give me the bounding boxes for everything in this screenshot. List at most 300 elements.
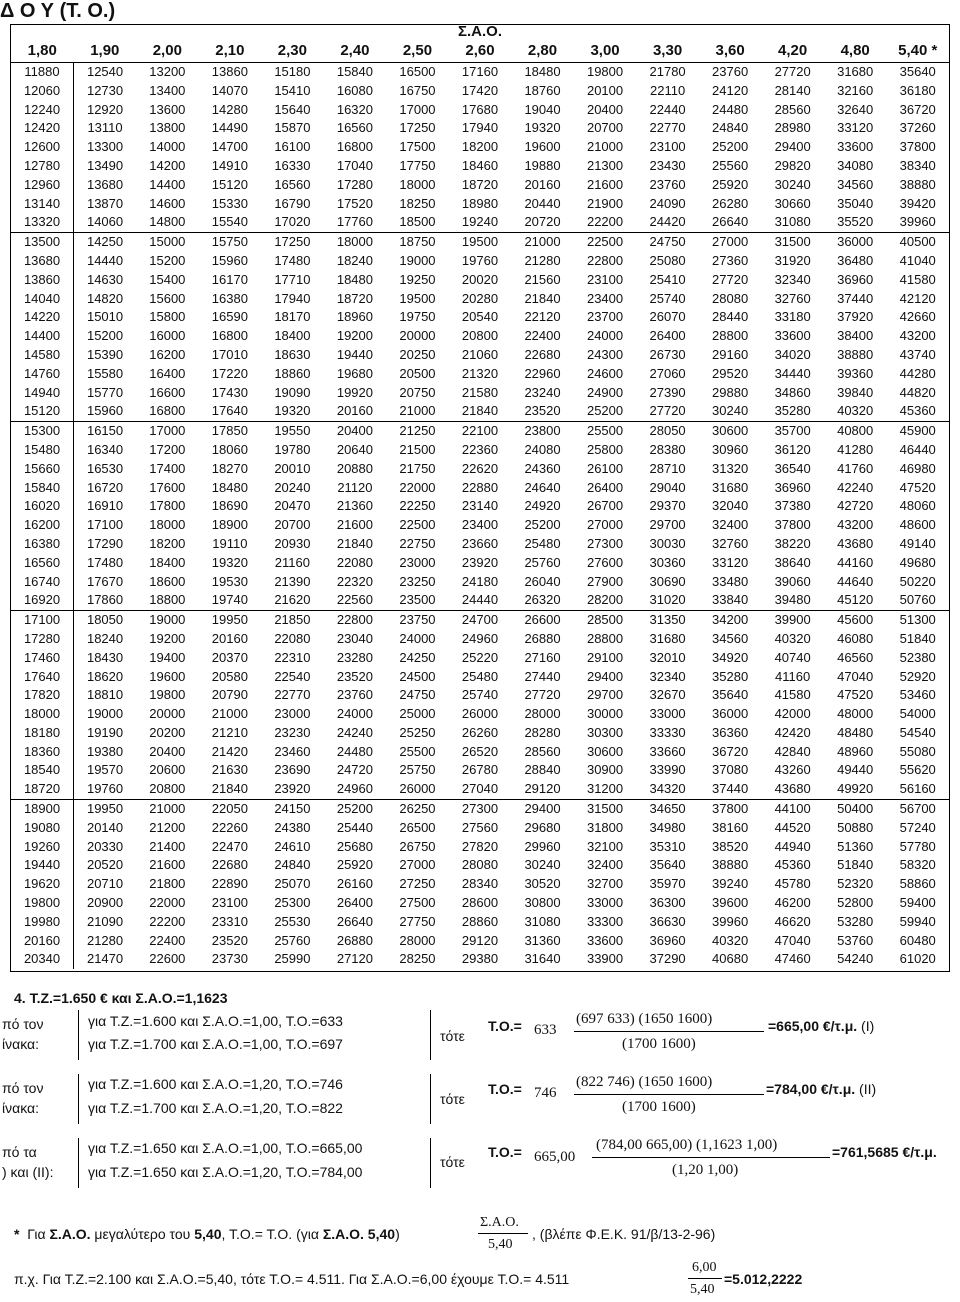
table-cell: 35640 bbox=[649, 857, 686, 873]
table-cell: 49140 bbox=[899, 535, 936, 551]
table-cell: 18430 bbox=[86, 649, 124, 665]
block-1-denominator: (1700 1600) bbox=[622, 1036, 696, 1052]
table-cell: 24750 bbox=[399, 687, 436, 703]
column-header: 1,90 bbox=[74, 39, 137, 63]
table-row bbox=[11, 213, 949, 232]
table-row bbox=[11, 308, 949, 327]
table-cell: 22440 bbox=[649, 101, 686, 117]
table-cell: 29400 bbox=[511, 800, 574, 819]
table-cell: 17040 bbox=[336, 157, 373, 173]
table-cell: 19950 bbox=[74, 800, 137, 819]
table-cell: 21320 bbox=[461, 365, 499, 381]
table-cell: 30240 bbox=[774, 176, 811, 192]
table-row bbox=[11, 838, 949, 857]
table-cell: 15010 bbox=[86, 309, 124, 325]
table-cell: 33120 bbox=[712, 554, 749, 570]
table-cell: 24610 bbox=[274, 838, 311, 854]
table-cell: 44160 bbox=[837, 554, 874, 570]
table-cell: 31800 bbox=[586, 819, 624, 835]
table-cell: 21120 bbox=[337, 479, 373, 495]
table-cell: 22080 bbox=[274, 630, 311, 646]
block-1-to-label: Τ.Ο.= bbox=[488, 1018, 522, 1034]
table-cell: 14070 bbox=[211, 82, 248, 98]
table-cell: 47520 bbox=[837, 687, 874, 703]
table-cell: 19740 bbox=[211, 592, 248, 608]
table-cell: 21560 bbox=[524, 271, 561, 287]
table-cell: 17850 bbox=[199, 422, 262, 441]
table-cell: 23100 bbox=[586, 271, 624, 287]
table-cell: 45360 bbox=[899, 403, 936, 419]
table-cell: 15200 bbox=[149, 252, 186, 268]
footnote-line-2: π.χ. Για Τ.Ζ.=2.100 και Σ.Α.Ο.=5,40, τότε Τ.Ο.= 4.511. Για Σ.Α.Ο.=6,00 έχουμε Τ.Ο.= 4.511 bbox=[14, 1271, 570, 1287]
table-cell: 42240 bbox=[837, 479, 874, 495]
table-cell: 30520 bbox=[524, 876, 561, 892]
table-cell: 17200 bbox=[149, 441, 186, 457]
table-cell: 20790 bbox=[211, 687, 248, 703]
table-cell: 23400 bbox=[586, 290, 624, 306]
table-cell: 52380 bbox=[899, 649, 936, 665]
table-cell: 16340 bbox=[86, 441, 124, 457]
table-cell: 38640 bbox=[774, 554, 811, 570]
table-cell: 13680 bbox=[86, 176, 124, 192]
table-cell: 19600 bbox=[149, 668, 186, 684]
table-cell: 24840 bbox=[274, 857, 311, 873]
table-cell: 16920 bbox=[11, 591, 74, 610]
table-cell: 27750 bbox=[399, 913, 436, 929]
table-cell: 35700 bbox=[761, 422, 824, 441]
table-cell: 14440 bbox=[86, 252, 124, 268]
table-cell: 16080 bbox=[336, 82, 373, 98]
table-cell: 50400 bbox=[824, 800, 887, 819]
table-cell: 25220 bbox=[461, 649, 499, 665]
table-cell: 35310 bbox=[649, 838, 686, 854]
table-cell: 16790 bbox=[274, 195, 311, 211]
table-cell: 23690 bbox=[274, 762, 311, 778]
table-cell: 17800 bbox=[149, 498, 186, 514]
table-cell: 29400 bbox=[586, 668, 624, 684]
table-cell: 30000 bbox=[586, 706, 624, 722]
table-cell: 18060 bbox=[211, 441, 248, 457]
table-cell: 42420 bbox=[774, 724, 811, 740]
table-cell: 18480 bbox=[336, 271, 373, 287]
table-cell: 36720 bbox=[712, 743, 749, 759]
table-cell: 40320 bbox=[712, 932, 749, 948]
table-cell: 20580 bbox=[211, 668, 248, 684]
table-cell: 20540 bbox=[461, 309, 499, 325]
table-cell: 21420 bbox=[211, 743, 248, 759]
table-cell: 33300 bbox=[586, 913, 624, 929]
table-cell: 29100 bbox=[586, 649, 624, 665]
table-cell: 22250 bbox=[399, 498, 436, 514]
table-cell: 20880 bbox=[336, 460, 373, 476]
table-cell: 43740 bbox=[899, 346, 936, 362]
table-cell: 44280 bbox=[899, 365, 936, 381]
table-cell: 17860 bbox=[86, 592, 124, 608]
footnote-text-c: μεγαλύτερο του bbox=[94, 1226, 191, 1242]
table-cell: 22470 bbox=[211, 838, 248, 854]
table-cell: 41580 bbox=[774, 687, 811, 703]
table-cell: 45360 bbox=[774, 857, 811, 873]
table-cell: 26320 bbox=[524, 592, 561, 608]
footnote-text-e: , Τ.Ο.= Τ.Ο. (για bbox=[221, 1226, 319, 1242]
table-cell: 39600 bbox=[712, 895, 749, 911]
table-cell: 23520 bbox=[524, 403, 561, 419]
table-cell: 23500 bbox=[399, 592, 436, 608]
table-row bbox=[11, 422, 949, 441]
table-cell: 20800 bbox=[149, 781, 186, 797]
table-cell: 16500 bbox=[399, 64, 436, 79]
table-cell: 13400 bbox=[149, 82, 186, 98]
table-cell: 21000 bbox=[211, 706, 248, 722]
table-cell: 14910 bbox=[211, 157, 248, 173]
table-cell: 23750 bbox=[386, 611, 449, 630]
table-cell: 34320 bbox=[649, 781, 686, 797]
table-cell: 17250 bbox=[399, 120, 436, 136]
footnote-fraction-1-denominator: 5,40 bbox=[488, 1237, 513, 1252]
table-cell: 13200 bbox=[149, 64, 186, 79]
table-cell: 18540 bbox=[11, 761, 74, 780]
table-cell: 18480 bbox=[524, 64, 561, 79]
table-cell: 23140 bbox=[461, 498, 499, 514]
table-cell: 45120 bbox=[837, 592, 874, 608]
table-cell: 45600 bbox=[824, 611, 887, 630]
table-cell: 18600 bbox=[149, 573, 186, 589]
table-cell: 27900 bbox=[586, 573, 624, 589]
footnote-text-g: ) bbox=[395, 1226, 400, 1242]
table-cell: 44640 bbox=[837, 573, 874, 589]
table-cell: 48960 bbox=[837, 743, 874, 759]
table-cell: 20280 bbox=[461, 290, 499, 306]
table-cell: 41040 bbox=[899, 252, 936, 268]
table-group-header: Σ.Α.Ο. bbox=[457, 25, 502, 39]
table-cell: 24900 bbox=[586, 384, 624, 400]
table-cell: 29520 bbox=[712, 365, 749, 381]
table-cell: 38340 bbox=[899, 157, 936, 173]
table-cell: 49440 bbox=[837, 762, 874, 778]
table-cell: 41760 bbox=[837, 460, 874, 476]
table-cell: 17640 bbox=[211, 403, 248, 419]
table-cell: 30360 bbox=[649, 554, 686, 570]
table-cell: 25480 bbox=[461, 668, 499, 684]
table-cell: 12730 bbox=[86, 82, 124, 98]
table-cell: 33000 bbox=[649, 706, 686, 722]
block-2-condition-2: για Τ.Ζ.=1.700 και Σ.Α.Ο.=1,20, Τ.Ο.=822 bbox=[88, 1100, 343, 1116]
table-cell: 20240 bbox=[274, 479, 311, 495]
table-cell: 23040 bbox=[336, 630, 373, 646]
column-header: 2,80 bbox=[511, 39, 574, 63]
table-cell: 18000 bbox=[324, 233, 387, 252]
table-cell: 31200 bbox=[586, 781, 624, 797]
table-cell: 15480 bbox=[11, 441, 74, 460]
table-row bbox=[11, 573, 949, 592]
table-cell: 16750 bbox=[399, 82, 436, 98]
table-cell: 25070 bbox=[274, 876, 311, 892]
table-cell: 34560 bbox=[712, 630, 749, 646]
table-cell: 24250 bbox=[399, 649, 436, 665]
block-3-fraction-bar bbox=[592, 1157, 830, 1158]
table-cell: 16330 bbox=[274, 157, 311, 173]
table-cell: 24440 bbox=[461, 592, 499, 608]
table-cell: 42840 bbox=[774, 743, 811, 759]
table-header-row bbox=[11, 39, 949, 63]
table-cell: 36540 bbox=[774, 460, 811, 476]
block-2-numerator: (822 746) (1650 1600) bbox=[576, 1074, 713, 1090]
table-cell: 25200 bbox=[524, 517, 561, 533]
table-cell: 14000 bbox=[149, 139, 186, 155]
table-cell: 23230 bbox=[274, 724, 311, 740]
table-cell: 14700 bbox=[211, 139, 248, 155]
table-cell: 16740 bbox=[11, 573, 74, 592]
table-cell: 18000 bbox=[11, 705, 74, 724]
table-cell: 25410 bbox=[649, 271, 686, 287]
table-cell: 29400 bbox=[774, 139, 811, 155]
table-cell: 21840 bbox=[524, 290, 561, 306]
table-cell: 17520 bbox=[336, 195, 373, 211]
table-cell: 32670 bbox=[649, 687, 686, 703]
block-1-numerator: (697 633) (1650 1600) bbox=[576, 1011, 713, 1027]
table-cell: 27160 bbox=[524, 649, 561, 665]
column-header: 5,40 * bbox=[886, 39, 949, 63]
table-cell: 27300 bbox=[449, 800, 512, 819]
table-cell: 29120 bbox=[461, 932, 499, 948]
table-cell: 25480 bbox=[524, 535, 561, 551]
table-cell: 60480 bbox=[899, 932, 936, 948]
table-cell: 29160 bbox=[712, 346, 749, 362]
table-cell: 20250 bbox=[399, 346, 436, 362]
table-cell: 44820 bbox=[899, 384, 936, 400]
table-cell: 28560 bbox=[774, 101, 811, 117]
table-cell: 15770 bbox=[86, 384, 124, 400]
table-cell: 15800 bbox=[149, 309, 186, 325]
table-cell: 18360 bbox=[11, 743, 74, 762]
table-cell: 18270 bbox=[211, 460, 248, 476]
table-cell: 35640 bbox=[899, 64, 936, 79]
table-cell: 20750 bbox=[399, 384, 436, 400]
table-cell: 15540 bbox=[211, 214, 248, 230]
table-cell: 25800 bbox=[586, 441, 624, 457]
column-header: 4,20 bbox=[761, 39, 824, 63]
table-cell: 40740 bbox=[774, 649, 811, 665]
table-cell: 12060 bbox=[11, 82, 74, 101]
table-cell: 22750 bbox=[399, 535, 436, 551]
table-cell: 15600 bbox=[149, 290, 186, 306]
table-cell: 52920 bbox=[899, 668, 936, 684]
table-cell: 34200 bbox=[699, 611, 762, 630]
table-cell: 34860 bbox=[774, 384, 811, 400]
block-2-divider-line bbox=[430, 1074, 431, 1124]
footnote-fraction-1-bar bbox=[478, 1233, 528, 1234]
table-row bbox=[11, 460, 949, 479]
table-cell: 16910 bbox=[86, 498, 124, 514]
table-cell: 27720 bbox=[649, 403, 686, 419]
table-cell: 29820 bbox=[774, 157, 811, 173]
table-cell: 46200 bbox=[774, 895, 811, 911]
table-cell: 17480 bbox=[86, 554, 124, 570]
table-cell: 32640 bbox=[837, 101, 874, 117]
table-cell: 21750 bbox=[399, 460, 436, 476]
table-row bbox=[11, 138, 949, 157]
table-cell: 17290 bbox=[86, 535, 124, 551]
table-cell: 26750 bbox=[399, 838, 436, 854]
table-cell: 19500 bbox=[449, 233, 512, 252]
table-cell: 20700 bbox=[586, 120, 624, 136]
table-cell: 20330 bbox=[86, 838, 124, 854]
table-cell: 23100 bbox=[211, 895, 248, 911]
footnote-line-1 bbox=[14, 1226, 400, 1242]
table-cell: 17640 bbox=[11, 668, 74, 687]
table-cell: 13140 bbox=[11, 195, 74, 214]
table-cell: 30900 bbox=[586, 762, 624, 778]
table-cell: 45780 bbox=[774, 876, 811, 892]
table-cell: 32040 bbox=[712, 498, 749, 514]
table-cell: 29370 bbox=[649, 498, 686, 514]
column-header: 2,30 bbox=[261, 39, 324, 63]
table-cell: 28440 bbox=[712, 309, 749, 325]
table-cell: 26520 bbox=[461, 743, 499, 759]
table-cell: 32400 bbox=[586, 857, 624, 873]
table-cell: 22000 bbox=[149, 895, 186, 911]
footnote-result: =5.012,2222 bbox=[724, 1271, 803, 1287]
table-cell: 14220 bbox=[11, 308, 74, 327]
table-cell: 16800 bbox=[336, 139, 373, 155]
table-cell: 17010 bbox=[211, 346, 248, 362]
table-cell: 39960 bbox=[712, 913, 749, 929]
table-cell: 22770 bbox=[274, 687, 311, 703]
table-cell: 49920 bbox=[837, 781, 874, 797]
table-cell: 48600 bbox=[899, 517, 936, 533]
table-row bbox=[11, 82, 949, 101]
table-cell: 20600 bbox=[149, 762, 186, 778]
table-row bbox=[11, 761, 949, 780]
table-cell: 28800 bbox=[712, 328, 749, 344]
column-header: 2,00 bbox=[136, 39, 199, 63]
table-cell: 51840 bbox=[899, 630, 936, 646]
block-3-bracket-line bbox=[78, 1138, 79, 1188]
table-cell: 18050 bbox=[74, 611, 137, 630]
block-1-result bbox=[768, 1018, 874, 1034]
column-header: 2,60 bbox=[449, 39, 512, 63]
table-cell: 15000 bbox=[136, 233, 199, 252]
table-cell: 21000 bbox=[511, 233, 574, 252]
table-cell: 40800 bbox=[824, 422, 887, 441]
table-cell: 16720 bbox=[86, 479, 124, 495]
table-cell: 25560 bbox=[712, 157, 749, 173]
table-cell: 18760 bbox=[524, 82, 561, 98]
table-cell: 18460 bbox=[461, 157, 499, 173]
table-cell: 16380 bbox=[11, 535, 74, 554]
table-cell: 19760 bbox=[86, 781, 124, 797]
table-cell: 21000 bbox=[399, 403, 436, 419]
table-cell: 34080 bbox=[837, 157, 874, 173]
table-cell: 13300 bbox=[86, 139, 124, 155]
table-cell: 19400 bbox=[149, 649, 186, 665]
table-cell: 33480 bbox=[712, 573, 749, 589]
table-cell: 30240 bbox=[712, 403, 749, 419]
table-cell: 21210 bbox=[211, 724, 248, 740]
table-cell: 20140 bbox=[86, 819, 124, 835]
table-cell: 24150 bbox=[261, 800, 324, 819]
table-cell: 47520 bbox=[899, 479, 936, 495]
table-cell: 19000 bbox=[86, 706, 124, 722]
table-cell: 51300 bbox=[886, 611, 949, 630]
table-cell: 22080 bbox=[336, 554, 373, 570]
table-cell: 26500 bbox=[399, 819, 436, 835]
table-cell: 54000 bbox=[899, 706, 936, 722]
table-cell: 47040 bbox=[837, 668, 874, 684]
table-cell: 19110 bbox=[212, 535, 248, 551]
table-cell: 21780 bbox=[649, 64, 686, 79]
table-cell: 23520 bbox=[336, 668, 373, 684]
table-cell: 18000 bbox=[149, 517, 186, 533]
table-cell: 27440 bbox=[524, 668, 561, 684]
table-cell: 22320 bbox=[336, 573, 373, 589]
table-cell: 39840 bbox=[837, 384, 874, 400]
table-cell: 30030 bbox=[649, 535, 686, 551]
table-cell: 28080 bbox=[461, 857, 499, 873]
table-cell: 29120 bbox=[524, 781, 561, 797]
table-cell: 17280 bbox=[336, 176, 373, 192]
column-header: 2,40 bbox=[324, 39, 387, 63]
table-cell: 35520 bbox=[837, 214, 874, 230]
table-row bbox=[11, 894, 949, 913]
table-cell: 27040 bbox=[461, 781, 499, 797]
table-cell: 15840 bbox=[11, 479, 74, 498]
block-1-divider-line bbox=[430, 1010, 431, 1060]
table-cell: 22000 bbox=[399, 479, 436, 495]
table-cell: 31020 bbox=[649, 592, 686, 608]
table-cell: 27820 bbox=[461, 838, 499, 854]
table-cell: 32760 bbox=[712, 535, 749, 551]
table-cell: 20010 bbox=[274, 460, 311, 476]
table-cell: 19090 bbox=[274, 384, 311, 400]
table-row bbox=[11, 649, 949, 668]
table-cell: 33840 bbox=[712, 592, 749, 608]
table-cell: 27500 bbox=[399, 895, 436, 911]
table-cell: 13490 bbox=[86, 157, 124, 173]
table-cell: 23000 bbox=[399, 554, 436, 570]
table-cell: 16020 bbox=[11, 497, 74, 516]
table-cell: 20020 bbox=[461, 271, 499, 287]
block-2-denominator: (1700 1600) bbox=[622, 1099, 696, 1115]
table-cell: 25440 bbox=[336, 819, 373, 835]
table-cell: 21840 bbox=[336, 535, 373, 551]
table-cell: 18620 bbox=[86, 668, 124, 684]
table-row bbox=[11, 176, 949, 195]
table-cell: 17000 bbox=[136, 422, 199, 441]
table-cell: 15390 bbox=[86, 346, 124, 362]
footnote-fraction-2-denominator: 5,40 bbox=[690, 1282, 715, 1297]
footnote-fraction-1-numerator: Σ.Α.Ο. bbox=[480, 1215, 519, 1230]
table-cell: 14800 bbox=[149, 214, 186, 230]
table-cell: 15180 bbox=[274, 64, 311, 79]
table-cell: 19780 bbox=[274, 441, 311, 457]
table-cell: 18180 bbox=[11, 724, 74, 743]
column-header: 4,80 bbox=[824, 39, 887, 63]
table-cell: 43680 bbox=[774, 781, 811, 797]
table-cell: 38220 bbox=[774, 535, 811, 551]
table-cell: 29700 bbox=[586, 687, 624, 703]
table-cell: 28980 bbox=[774, 120, 811, 136]
table-cell: 24920 bbox=[524, 498, 561, 514]
table-cell: 15300 bbox=[11, 422, 74, 441]
table-cell: 27120 bbox=[336, 951, 373, 967]
table-cell: 59940 bbox=[899, 913, 936, 929]
table-cell: 25530 bbox=[274, 913, 311, 929]
table-cell: 57240 bbox=[899, 819, 936, 835]
table-cell: 20900 bbox=[86, 895, 124, 911]
table-cell: 24380 bbox=[274, 819, 311, 835]
table-row bbox=[11, 327, 949, 346]
